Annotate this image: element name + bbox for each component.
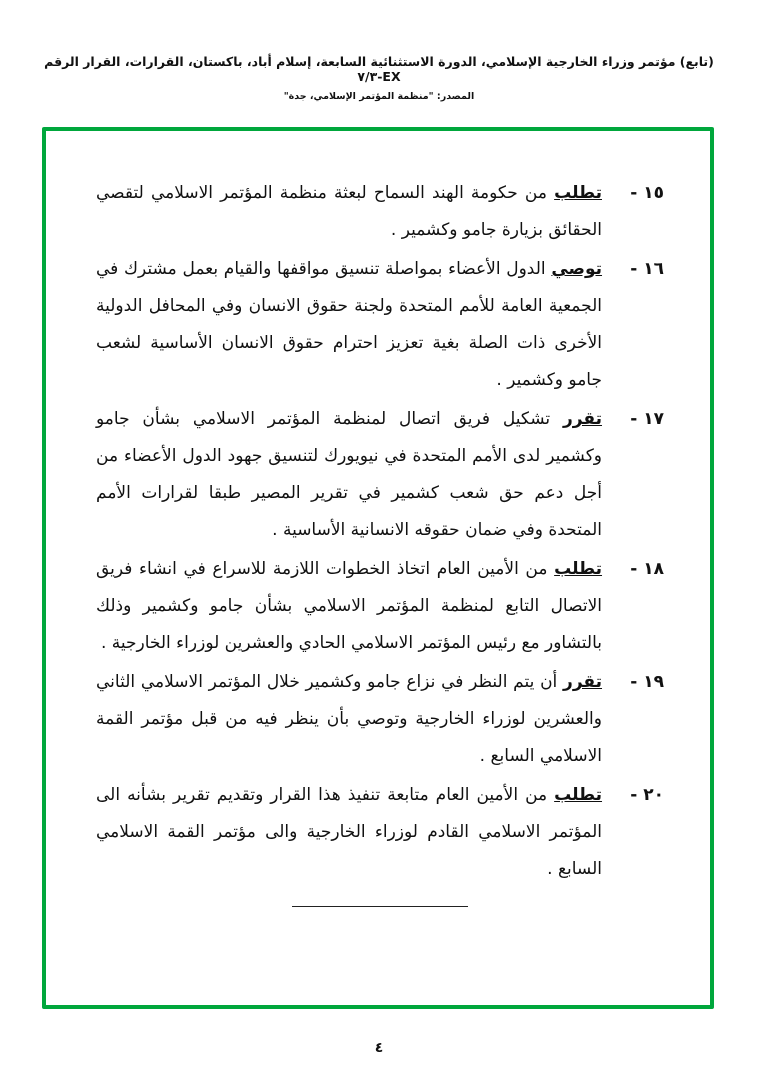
list-item bbox=[96, 251, 664, 399]
item-text: من الأمين العام متابعة تنفيذ هذا القرار وتقديم تقرير بشأنه الى المؤتمر الاسلامي القادم لوزراء الخارجية والى مؤتمر القمة الاسلامي السابع . bbox=[96, 785, 602, 879]
end-of-text-divider bbox=[292, 906, 468, 907]
item-number: ٢٠ - bbox=[630, 785, 664, 805]
list-item bbox=[96, 551, 664, 662]
resolution-body bbox=[96, 175, 664, 907]
item-number: ١٧ - bbox=[630, 409, 664, 429]
item-text: أن يتم النظر في نزاع جامو وكشمير خلال المؤتمر الاسلامي الثاني والعشرين لوزراء الخارجية وتوصي بأن ينظر فيه من قبل مؤتمر القمة الاسلامي السابع . bbox=[96, 672, 602, 766]
item-text: تشكيل فريق اتصال لمنظمة المؤتمر الاسلامي بشأن جامو وكشمير لدى الأمم المتحدة في نيويورك لتنسيق جهود الدول الأعضاء من أجل دعم حق شعب كشمير في تقرير المصير طبقا لقرارات الأمم المتحدة وفي ضمان حقوقه الانسانية الأساسية . bbox=[96, 409, 602, 540]
list-item bbox=[96, 401, 664, 549]
item-number: ١٩ - bbox=[630, 672, 664, 692]
item-number: ١٥ - bbox=[630, 183, 664, 203]
item-text: الدول الأعضاء بمواصلة تنسيق مواقفها والقيام بعمل مشترك في الجمعية العامة للأمم المتحدة ولجنة حقوق الانسان وفي المحافل الدولية الأخرى ذات الصلة بغية تعزيز احترام حقوق الانسان الأساسية لشعب جامو وكشمير . bbox=[96, 259, 602, 390]
page-number: ٤ bbox=[374, 1040, 384, 1056]
item-keyword: تطلب bbox=[554, 559, 603, 579]
item-keyword: تقرر bbox=[563, 409, 602, 429]
item-number: ١٨ - bbox=[630, 559, 664, 579]
list-item bbox=[96, 777, 664, 888]
item-keyword: تقرر bbox=[563, 672, 603, 692]
document-header bbox=[30, 54, 728, 102]
item-text: من حكومة الهند السماح لبعثة منظمة المؤتمر الاسلامي لتقصي الحقائق بزيارة جامو وكشمير . bbox=[96, 183, 602, 240]
item-keyword: توصي bbox=[551, 259, 603, 279]
item-number: ١٦ - bbox=[630, 259, 664, 279]
item-text: من الأمين العام اتخاذ الخطوات اللازمة للاسراع في انشاء فريق الاتصال التابع لمنظمة المؤتمر الاسلامي بشأن جامو وكشمير وذلك بالتشاور مع رئيس المؤتمر الاسلامي الحادي والعشرين لوزراء الخارجية . bbox=[96, 559, 602, 653]
list-item bbox=[96, 664, 664, 775]
item-keyword: تطلب bbox=[554, 183, 602, 203]
item-keyword: تطلب bbox=[554, 785, 603, 805]
green-border-frame bbox=[42, 127, 714, 1009]
header-source: المصدر: "منظمة المؤتمر الإسلامي، جدة" bbox=[283, 91, 475, 102]
header-title: (تابع) مؤتمر وزراء الخارجية الإسلامي، الدورة الاستثنائية السابعة، إسلام أباد، باكستان، القرارات، القرار الرقم EX-٧/٣ bbox=[44, 54, 714, 84]
list-item bbox=[96, 175, 664, 249]
